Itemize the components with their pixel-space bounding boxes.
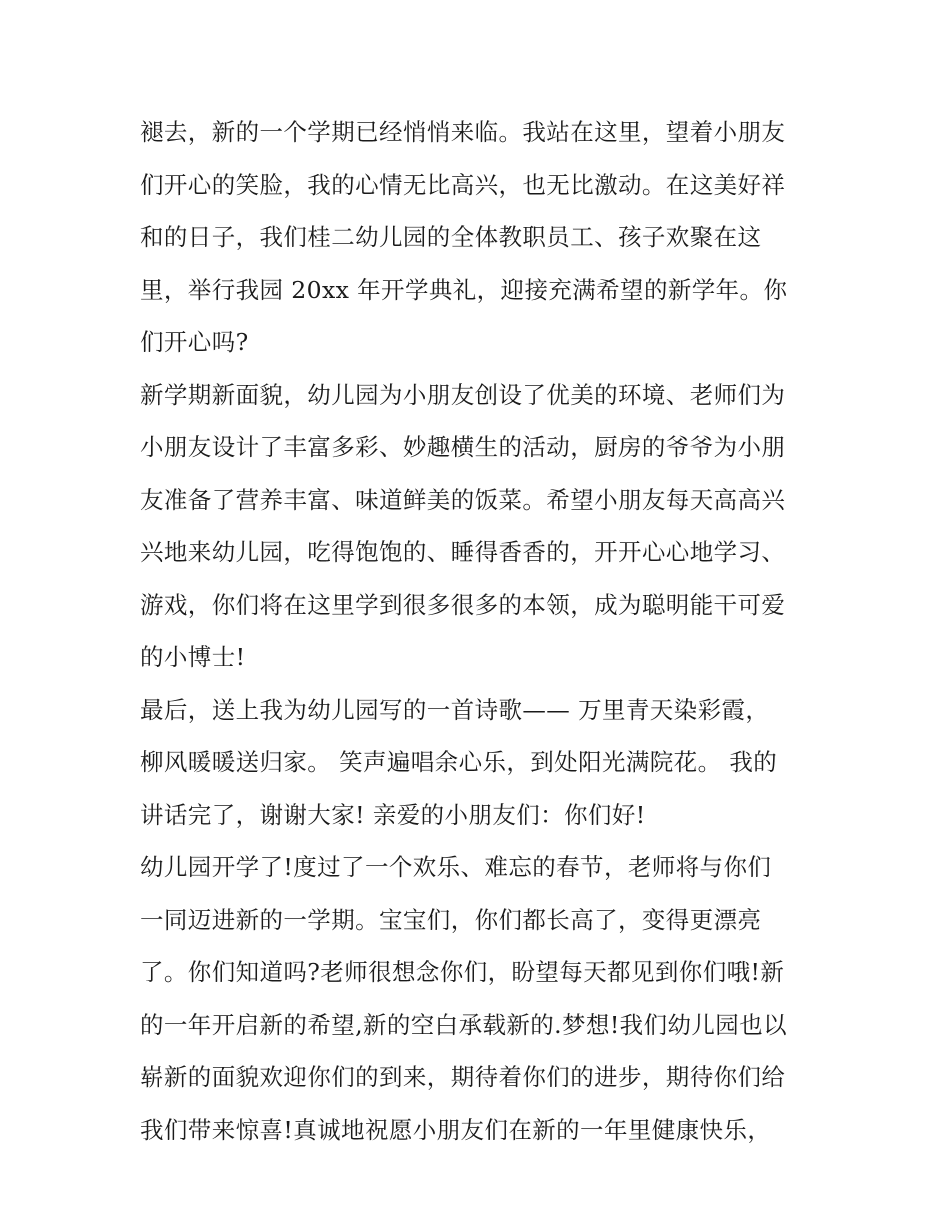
text-line-10: 游戏，你们将在这里学到很多很多的本领，成为聪明能干可爱 [140, 590, 786, 619]
text-line-1: 褪去，新的一个学期已经悄悄来临。我站在这里，望着小朋友 [140, 118, 786, 146]
text-line-16: 一同迈进新的一学期。宝宝们，你们都长高了，变得更漂亮 [140, 905, 762, 934]
text-line-17: 了。你们知道吗?老师很想念你们，盼望每天都见到你们哦!新 [140, 958, 785, 986]
text-line-18: 的一年开启新的希望,新的空白承载新的.梦想!我们幼儿园也以 [140, 1010, 787, 1039]
text-line-7: 小朋友设计了丰富多彩、妙趣横生的活动，厨房的爷爷为小朋 [140, 433, 786, 461]
text-line-12: 最后，送上我为幼儿园写的一首诗歌—— 万里青天染彩霞， [140, 695, 770, 724]
text-line-19: 崭新的面貌欢迎你们的到来，期待着你们的进步，期待你们给 [140, 1063, 786, 1091]
text-line-4: 里，举行我园 20xx 年开学典礼，迎接充满希望的新学年。你 [140, 275, 788, 304]
text-line-5: 们开心吗? [140, 328, 249, 356]
text-line-11: 的小博士! [140, 643, 246, 671]
text-line-2: 们开心的笑脸，我的心情无比高兴，也无比激动。在这美好祥 [140, 170, 786, 199]
body-text [140, 106, 820, 1156]
text-line-13: 柳风暖暖送归家。 笑声遍唱余心乐，到处阳光满院花。 我的 [140, 748, 778, 776]
text-line-15: 幼儿园开学了!度过了一个欢乐、难忘的春节，老师将与你们 [140, 853, 772, 881]
text-line-8: 友准备了营养丰富、味道鲜美的饭菜。希望小朋友每天高高兴 [140, 485, 786, 514]
text-line-3: 和的日子，我们桂二幼儿园的全体教职员工、孩子欢聚在这 [140, 223, 762, 251]
text-line-9: 兴地来幼儿园，吃得饱饱的、睡得香香的，开开心心地学习、 [140, 538, 786, 566]
text-line-20: 我们带来惊喜!真诚地祝愿小朋友们在新的一年里健康快乐， [140, 1115, 772, 1144]
text-line-14: 讲话完了，谢谢大家! 亲爱的小朋友们：你们好! [140, 800, 646, 829]
text-line-6: 新学期新面貌，幼儿园为小朋友创设了优美的环境、老师们为 [140, 380, 786, 409]
